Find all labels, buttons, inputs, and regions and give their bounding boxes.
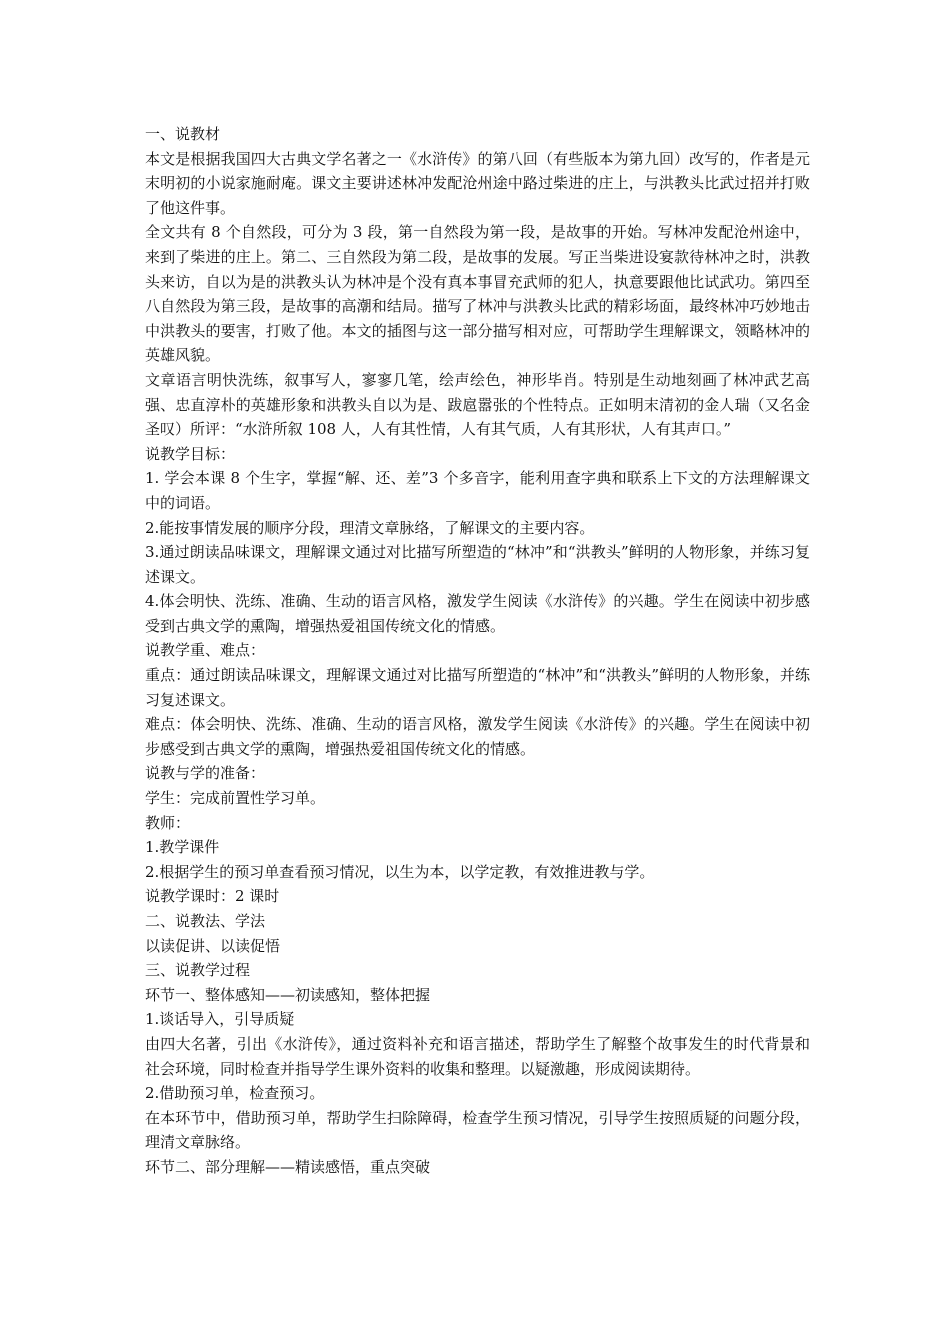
- heading-stage-1: 环节一、整体感知——初读感知，整体把握: [145, 985, 431, 1004]
- teacher-item-1: 1.教学课件: [145, 838, 220, 857]
- label-teacher: 教师：: [145, 813, 191, 832]
- paragraph-difficulty: 难点：体会明快、洗练、准确、生动的语言风格，激发学生阅读《水浒传》的兴趣。学生在阅读中初步感受到古典文学的熏陶，增强热爱祖国传统文化的情感。: [145, 715, 810, 758]
- paragraph-language: 文章语言明快洗练，叙事写人，寥寥几笔，绘声绘色，神形毕肖。特别是生动地刻画了林冲武艺高强、忠直淳朴的英雄形象和洪教头自以为是、跋扈嚣张的个性特点。正如明末清初的金人瑞（又名金圣叹）所评：“水浒所叙 108 人，人有其性情，人有其气质，人有其形状，人有其声口。”: [145, 370, 810, 439]
- paragraph-methods: 以读促讲、以读促悟: [145, 936, 281, 955]
- paragraph-structure: 全文共有 8 个自然段，可分为 3 段，第一自然段为第一段，是故事的开始。写林冲发配沧州途中，来到了柴进的庄上。第二、三自然段为第二段，是故事的发展。写正当柴进设宴款待林冲之时，洪教头来访，自以为是的洪教头认为林冲是个没有真本事冒充武师的犯人，执意要跟他比试武功。第四至八自然段为第三段，是故事的高潮和结局。描写了林冲与洪教头比武的精彩场面，最终林冲巧妙地击中洪教头的要害，打败了他。本文的插图与这一部分描写相对应，可帮助学生理解课文，领略林冲的英雄风貌。: [145, 223, 810, 365]
- heading-goals: 说教学目标：: [145, 444, 236, 463]
- goal-item-2: 2.能按事情发展的顺序分段，理清文章脉络，了解课文的主要内容。: [145, 518, 595, 537]
- paragraph-stage-1-step-2: 在本环节中，借助预习单，帮助学生扫除障碍，检查学生预习情况，引导学生按照质疑的问题分段，理清文章脉络。: [145, 1108, 810, 1152]
- paragraph-class-hours: 说教学课时：2 课时: [145, 887, 280, 906]
- heading-preparation: 说教与学的准备：: [145, 764, 266, 783]
- heading-key-points: 说教学重、难点：: [145, 641, 266, 660]
- stage-1-step-1: 1.谈话导入，引导质疑: [145, 1010, 295, 1029]
- paragraph-stage-1-step-1: 由四大名著，引出《水浒传》，通过资料补充和语言描述，帮助学生了解整个故事发生的时代背景和社会环境，同时检查并指导学生课外资料的收集和整理。以疑激趣，形成阅读期待。: [145, 1034, 810, 1078]
- goal-item-3: 3.通过朗读品味课文，理解课文通过对比描写所塑造的“林冲”和“洪教头”鲜明的人物形象，并练习复述课文。: [145, 543, 810, 586]
- document-body: [145, 122, 810, 1180]
- goal-item-1: 1. 学会本课 8 个生字，掌握“解、还、差”3 个多音字，能利用查字典和联系上下文的方法理解课文中的词语。: [145, 469, 810, 512]
- heading-section-3: 三、说教学过程: [145, 961, 251, 980]
- heading-section-2: 二、说教法、学法: [145, 912, 266, 930]
- teacher-item-2: 2.根据学生的预习单查看预习情况，以生为本，以学定教，有效推进教与学。: [145, 862, 655, 881]
- paragraph-intro: 本文是根据我国四大古典文学名著之一《水浒传》的第八回（有些版本为第九回）改写的，作者是元末明初的小说家施耐庵。课文主要讲述林冲发配沧州途中路过柴进的庄上，与洪教头比武过招并打败了他这件事。: [145, 149, 810, 217]
- goal-item-4: 4.体会明快、洗练、准确、生动的语言风格，激发学生阅读《水浒传》的兴趣。学生在阅读中初步感受到古典文学的熏陶，增强热爱祖国传统文化的情感。: [145, 592, 810, 635]
- heading-stage-2: 环节二、部分理解——精读感悟，重点突破: [145, 1157, 431, 1176]
- paragraph-student-prep: 学生：完成前置性学习单。: [145, 789, 326, 808]
- stage-1-step-2: 2.借助预习单，检查预习。: [145, 1084, 325, 1103]
- paragraph-key-point: 重点：通过朗读品味课文，理解课文通过对比描写所塑造的“林冲”和“洪教头”鲜明的人物形象，并练习复述课文。: [145, 666, 810, 709]
- heading-section-1: 一、说教材: [145, 125, 221, 143]
